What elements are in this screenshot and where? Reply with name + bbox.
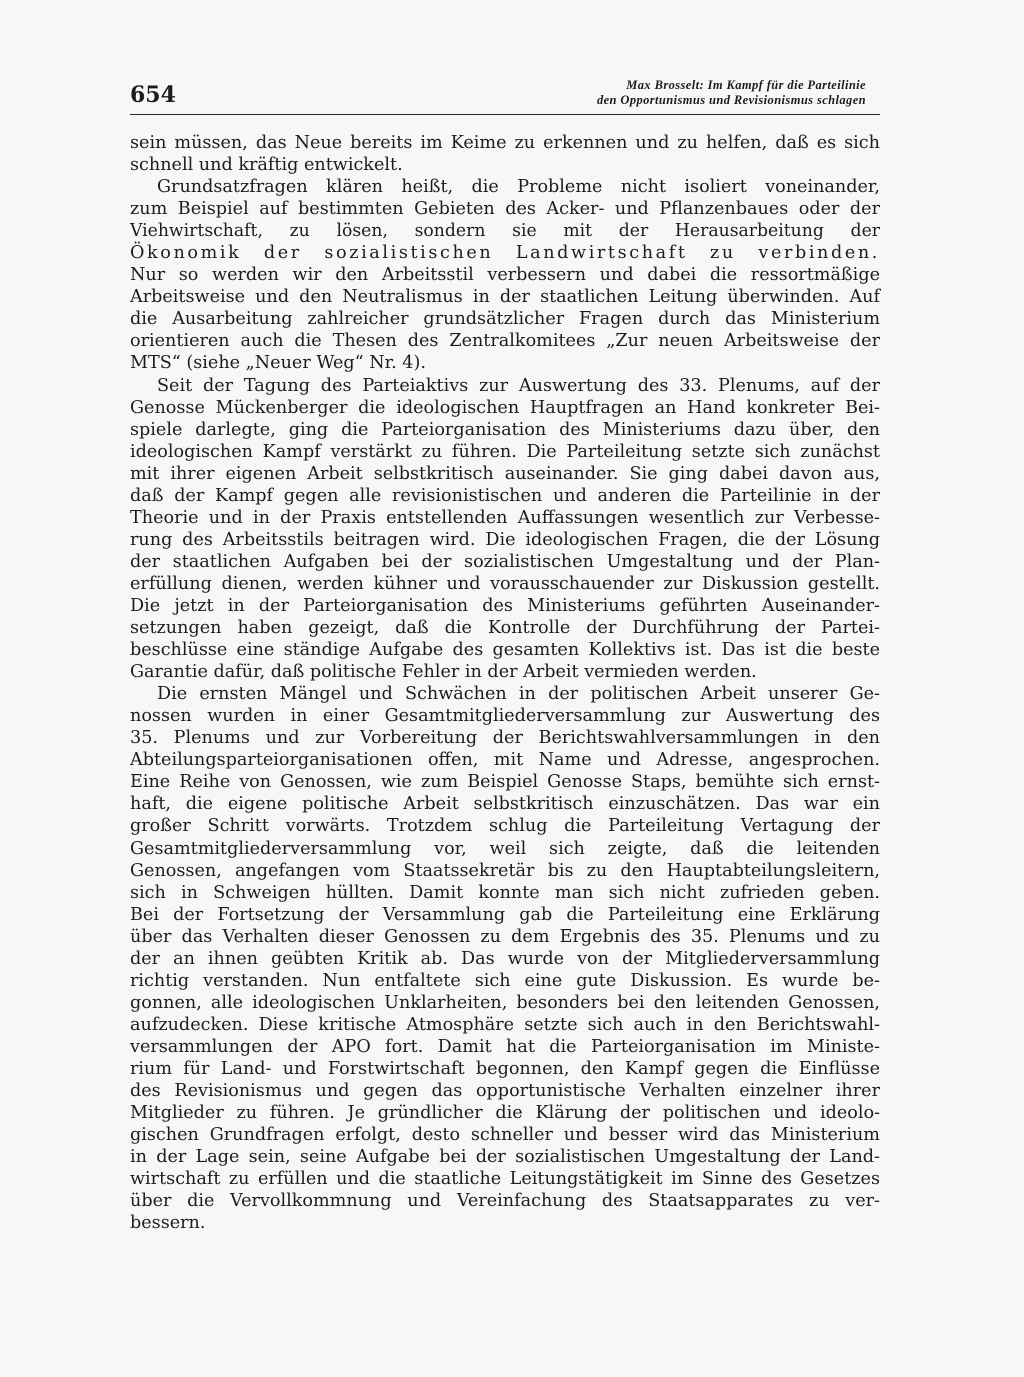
text-line: MTS“ (siehe „Neuer Weg“ Nr. 4). xyxy=(130,353,426,374)
text-line: Die ernsten Mängel und Schwächen in der politischen Arbeit unserer Ge- xyxy=(157,684,880,705)
text-line: Eine Reihe von Genossen, wie zum Beispiel Genosse Staps, bemühte sich ernst- xyxy=(130,772,880,793)
paragraph-4 xyxy=(130,683,880,1234)
text-line: nossen wurden in einer Gesamtmitgliederversammlung zur Auswertung des xyxy=(130,706,880,727)
text-line: der staatlichen Aufgaben bei der sozialistischen Umgestaltung und der Plan- xyxy=(130,551,880,572)
text-line: orientieren auch die Thesen des Zentralkomitees „Zur neuen Arbeitsweise der xyxy=(130,331,880,352)
paragraph-2 xyxy=(130,176,880,374)
text-line: die Ausarbeitung zahlreicher grundsätzlicher Fragen durch das Ministerium xyxy=(130,309,880,330)
text-line: schnell und kräftig entwickelt. xyxy=(130,155,403,176)
text-line: daß der Kampf gegen alle revisionistischen und anderen die Parteilinie in der xyxy=(130,485,880,506)
text-line: mit ihrer eigenen Arbeit selbstkritisch auseinander. Sie ging dabei davon aus, xyxy=(130,463,880,484)
text-line: Arbeitsweise und den Neutralismus in der staatlichen Leitung überwinden. Auf xyxy=(130,287,880,308)
running-head-line-1: Max Brosselt: Im Kampf für die Parteilinie xyxy=(626,78,866,92)
text-line: Mitglieder zu führen. Je gründlicher die Klärung der politischen und ideolo- xyxy=(130,1103,880,1124)
text-line: Gesamtmitgliederversammlung vor, weil sich zeigte, daß die leitenden xyxy=(130,838,880,859)
paragraph-1 xyxy=(130,132,880,176)
text-line: versammlungen der APO fort. Damit hat die Parteiorganisation im Ministe- xyxy=(130,1036,880,1057)
text-line: großer Schritt vorwärts. Trotzdem schlug die Parteileitung Vertagung der xyxy=(130,816,880,837)
text-line-spaced: Viehwirtschaft, zu lösen, sondern sie mit der Herausarbeitung der xyxy=(130,221,880,242)
text-line: der an ihnen geübten Kritik ab. Das wurde von der Mitgliederversammlung xyxy=(130,948,880,969)
text-line: Bei der Fortsetzung der Versammlung gab die Parteileitung eine Erklärung xyxy=(130,904,880,925)
text-line: erfüllung dienen, werden kühner und vorausschauender zur Diskussion gestellt. xyxy=(130,573,880,594)
text-line: bessern. xyxy=(130,1213,206,1234)
page-number: 654 xyxy=(130,82,176,108)
text-line: setzungen haben gezeigt, daß die Kontrolle der Durchführung der Partei- xyxy=(130,618,880,639)
text-line: über das Verhalten dieser Genossen zu dem Ergebnis des 35. Plenums und zu xyxy=(130,926,880,947)
text-line: zum Beispiel auf bestimmten Gebieten des Acker- und Pflanzenbaues oder der xyxy=(130,199,880,220)
running-head-line-2: den Opportunismus und Revisionismus schlagen xyxy=(596,93,866,107)
text-line: 35. Plenums und zur Vorbereitung der Berichtswahlversammlungen in den xyxy=(130,728,880,749)
text-line: richtig verstanden. Nun entfaltete sich eine gute Diskussion. Es wurde be- xyxy=(130,970,880,991)
text-line: rium für Land- und Forstwirtschaft begonnen, den Kampf gegen die Einflüsse xyxy=(130,1058,880,1079)
text-line: sein müssen, das Neue bereits im Keime zu erkennen und zu helfen, daß es sich xyxy=(130,133,880,153)
text-line: Genossen, angefangen vom Staatssekretär bis zu den Hauptabteilungsleitern, xyxy=(130,860,880,881)
page-header xyxy=(130,78,880,115)
text-line: Grundsatzfragen klären heißt, die Probleme nicht isoliert voneinander, xyxy=(157,177,880,198)
text-line-spaced: Ökonomik der sozialistischen Landwirtschaft zu verbinden. xyxy=(130,243,880,264)
text-line: aufzudecken. Diese kritische Atmosphäre setzte sich auch in den Berichtswahl- xyxy=(130,1014,880,1035)
text-line: sich in Schweigen hüllten. Damit konnte man sich nicht zufrieden geben. xyxy=(130,882,880,903)
text-line: beschlüsse eine ständige Aufgabe des gesamten Kollektivs ist. Das ist die beste xyxy=(130,640,880,661)
text-line: Nur so werden wir den Arbeitsstil verbessern und dabei die ressortmäßige xyxy=(130,265,880,286)
text-line: Seit der Tagung des Parteiaktivs zur Auswertung des 33. Plenums, auf der xyxy=(157,375,880,396)
text-line: in der Lage sein, seine Aufgabe bei der sozialistischen Umgestaltung der Land- xyxy=(130,1147,880,1168)
text-line: Die jetzt in der Parteiorganisation des Ministeriums geführten Auseinander- xyxy=(130,595,880,616)
text-line: des Revisionismus und gegen das opportunistische Verhalten einzelner ihrer xyxy=(130,1081,880,1102)
text-line: Garantie dafür, daß politische Fehler in der Arbeit vermieden werden. xyxy=(130,662,757,683)
body-text xyxy=(130,132,880,1234)
text-line: wirtschaft zu erfüllen und die staatliche Leitungstätigkeit im Sinne des Gesetzes xyxy=(130,1169,880,1190)
text-line: gonnen, alle ideologischen Unklarheiten, besonders bei den leitenden Genossen, xyxy=(130,992,880,1013)
paragraph-3 xyxy=(130,375,880,684)
text-line: rung des Arbeitsstils beitragen wird. Die ideologischen Fragen, die der Lösung xyxy=(130,529,880,550)
text-line: ideologischen Kampf verstärkt zu führen. Die Parteileitung setzte sich zunächst xyxy=(130,441,880,462)
text-line: Genosse Mückenberger die ideologischen Hauptfragen an Hand konkreter Bei- xyxy=(130,397,880,418)
text-line: haft, die eigene politische Arbeit selbstkritisch einzuschätzen. Das war ein xyxy=(130,794,880,815)
text-line: Theorie und in der Praxis entstellenden Auffassungen wesentlich zur Verbesse- xyxy=(130,507,880,528)
running-head xyxy=(597,78,866,108)
text-line: über die Vervollkommnung und Vereinfachung des Staatsapparates zu ver- xyxy=(130,1191,880,1212)
text-line: spiele darlegte, ging die Parteiorganisation des Ministeriums dazu über, den xyxy=(130,419,880,440)
text-line: gischen Grundfragen erfolgt, desto schneller und besser wird das Ministerium xyxy=(130,1125,880,1146)
text-line: Abteilungsparteiorganisationen offen, mit Name und Adresse, angesprochen. xyxy=(130,750,880,771)
